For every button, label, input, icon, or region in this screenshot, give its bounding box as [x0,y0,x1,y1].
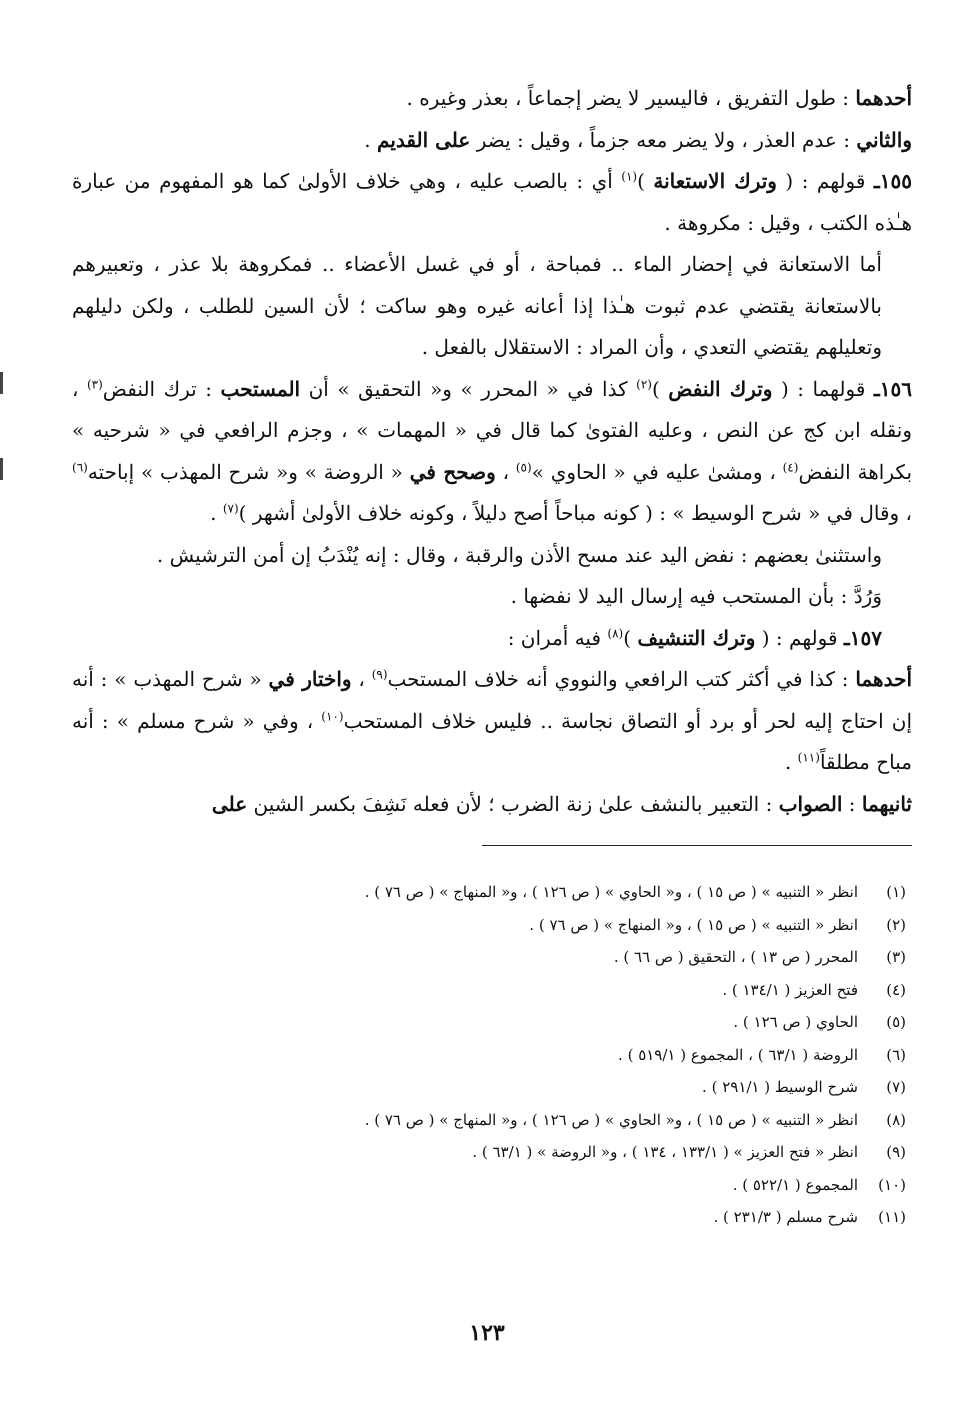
footnote-ref[interactable]: (٥) [515,459,532,474]
bold-term: على [211,791,248,816]
footnote-item [72,941,906,974]
footnote-separator [482,845,912,846]
footnote-text: المحرر ( ص ١٣ ) ، التحقيق ( ص ٦٦ ) . [613,948,858,966]
bold-term: وترك الاستعانة [653,169,777,193]
paragraph-1: أحدهما : طول التفريق ، فاليسير لا يضر إجماعاً ، بعذر وغيره . [406,86,912,110]
footnote-item [72,1201,906,1234]
footnote-text: انظر « التنبيه » ( ص ١٥ ) ، و« المنهاج » ( ص ٧٦ ) . [529,915,858,934]
footnote-ref[interactable]: (٧) [222,501,239,516]
footnote-ref[interactable]: (١١) [797,750,820,765]
bold-term: وترك التنشيف [637,625,756,650]
bold-term: المستحب [220,376,301,401]
footnote-number: (٢) [886,915,906,934]
footnote-ref[interactable]: (٨) [607,625,624,640]
footnotes [72,876,912,1234]
footnote-number: (١) [886,883,906,901]
section-number: ١٥٥ـ [873,169,912,193]
bold-term: واختار في [268,667,352,691]
scan-edge-mark [0,458,3,480]
footnote-number: (٧) [886,1078,906,1096]
footnote-text: شرح الوسيط ( ٢٩١/١ ) . [702,1078,858,1096]
bold-term: ثانيهما [861,791,912,816]
footnote-ref[interactable]: (١٠) [321,708,344,723]
section-number: ١٥٦ـ [873,376,912,401]
paragraph-156: ١٥٦ـ قولهما : ( وترك النفض )$^{(٢)}$ كذا في « المحرر » و« التحقيق » أن المستحب : ترك النفض$^{(٣)}$ ، ونقله ابن كج عن النص ، وعليه الفتوىٰ كما قال في « المهمات » ، وجزم الرافعي في « شرحيه » بكراهة النفض$^{(٤)}$ ، ومشىٰ عليه في « الحاوي »$^{(٥)}$ ، وصحح في « الروضة » و« شرح المهذب » إباحته$^{(٦)}$ ، وقال في « شرح الوسيط » : ( كونه مباحاً أصح دليلاً ، وكونه خلاف الأولىٰ أشهر )$^{(٧)}$ . [72,376,913,525]
footnote-number: (٨) [886,1110,906,1129]
bold-term: والثاني [856,127,912,152]
paragraph-2: والثاني : عدم العذر ، ولا يضر معه جزماً ، وقيل : يضر على القديم . [364,127,912,152]
paragraph-157: ١٥٧ـ قولهم : ( وترك التنشيف )$^{(٨)}$ فيه أمران : [507,625,882,650]
footnote-text: فتح العزيز ( ١٣٤/١ ) . [722,980,858,999]
footnote-ref[interactable]: (٣) [86,376,103,391]
bold-term: الصواب [778,791,843,816]
section-number: ١٥٧ـ [843,625,882,650]
footnote-ref[interactable]: (٩) [371,667,388,682]
footnote-item [72,1136,906,1169]
footnote-text: انظر « التنبيه » ( ص ١٥ ) ، و« الحاوي » ( ص ١٢٦ ) ، و« المنهاج » ( ص ٧٦ ) . [364,883,858,901]
footnote-number: (٥) [886,1013,906,1031]
footnote-text: المجموع ( ٥٢٢/١ ) . [732,1175,858,1194]
footnote-ref[interactable]: (٢) [636,376,652,391]
footnote-item [72,1006,906,1039]
footnote-ref[interactable]: (٦) [72,459,88,474]
footnote-item [72,974,906,1007]
bold-term: على القديم [377,127,471,152]
scan-edge-mark [0,372,3,394]
footnote-ref[interactable]: (٤) [782,459,799,474]
footnote-item [72,876,906,909]
footnote-item [72,1071,906,1104]
footnote-item [72,1169,906,1202]
footnote-item [72,1104,906,1137]
footnote-number: (٤) [886,980,906,999]
footnote-number: (٣) [886,948,906,966]
footnote-text: الحاوي ( ص ١٢٦ ) . [733,1013,858,1031]
paragraph-10: ثانيهما : الصواب : التعبير بالنشف علىٰ زنة الضرب ؛ لأن فعله نَشِفَ بكسر الشين على [211,791,912,816]
footnote-text: شرح مسلم ( ٢٣١/٣ ) . [713,1208,858,1226]
paragraph-155: ١٥٥ـ قولهم : ( وترك الاستعانة )$^{(١)}$ أي : بالصب عليه ، وهي خلاف الأولىٰ كما هو المفهوم من عبارة هـٰذه الكتب ، وقيل : مكروهة . [72,169,912,235]
paragraph-6: واستثنىٰ بعضهم : نفض اليد عند مسح الأذن والرقبة ، وقال : إنه يُنْدَبُ إن أمن الترشيش . [156,542,882,567]
footnote-text: انظر « فتح العزيز » ( ١٣٣/١ ، ١٣٤ ) ، و« الروضة » ( ٦٣/١ ) . [472,1143,858,1161]
footnote-ref[interactable]: (١) [621,169,638,184]
main-text [72,78,912,825]
bold-term: وترك النفض [668,376,773,401]
bold-term: أحدهما [855,667,913,691]
paragraph-9: أحدهما : كذا في أكثر كتب الرافعي والنووي أنه خلاف المستحب$^{(٩)}$ ، واختار في « شرح المهذب » : أنه إن احتاج إليه لحر أو برد أو التصاق نجاسة .. فليس خلاف المستحب$^{(١٠)}$ ، وفي « شرح مسلم » : أنه مباح مطلقاً$^{(١١)}$ . [72,667,913,774]
paragraph-4: أما الاستعانة في إحضار الماء .. فمباحة ، أو في غسل الأعضاء .. فمكروهة بلا عذر ، وتعبيرهم بالاستعانة يقتضي عدم ثبوت هـٰذا إذا أعانه غيره وهو ساكت ؛ لأن السين للطلب ، ولكن دليلهم وتعليلهم يقتضي التعدي ، وأن المراد : الاستقلال بالفعل . [72,252,882,359]
footnote-text: انظر « التنبيه » ( ص ١٥ ) ، و« الحاوي » ( ص ١٢٦ ) ، و« المنهاج » ( ص ٧٦ ) . [364,1110,858,1129]
footnote-number: (٦) [886,1045,906,1064]
footnote-number: (١١) [878,1208,906,1226]
paragraph-7: وَرُدَّ : بأن المستحب فيه إرسال اليد لا نفضها . [510,584,882,608]
footnote-number: (١٠) [878,1175,906,1194]
footnote-number: (٩) [886,1143,906,1161]
footnote-item [72,1039,906,1072]
bold-term: وصحح في [409,459,496,484]
footnote-item [72,909,906,942]
bold-term: أحدهما [855,86,912,110]
page-number: ١٢٣ [469,1320,505,1346]
footnote-text: الروضة ( ٦٣/١ ) ، المجموع ( ٥١٩/١ ) . [618,1045,858,1064]
